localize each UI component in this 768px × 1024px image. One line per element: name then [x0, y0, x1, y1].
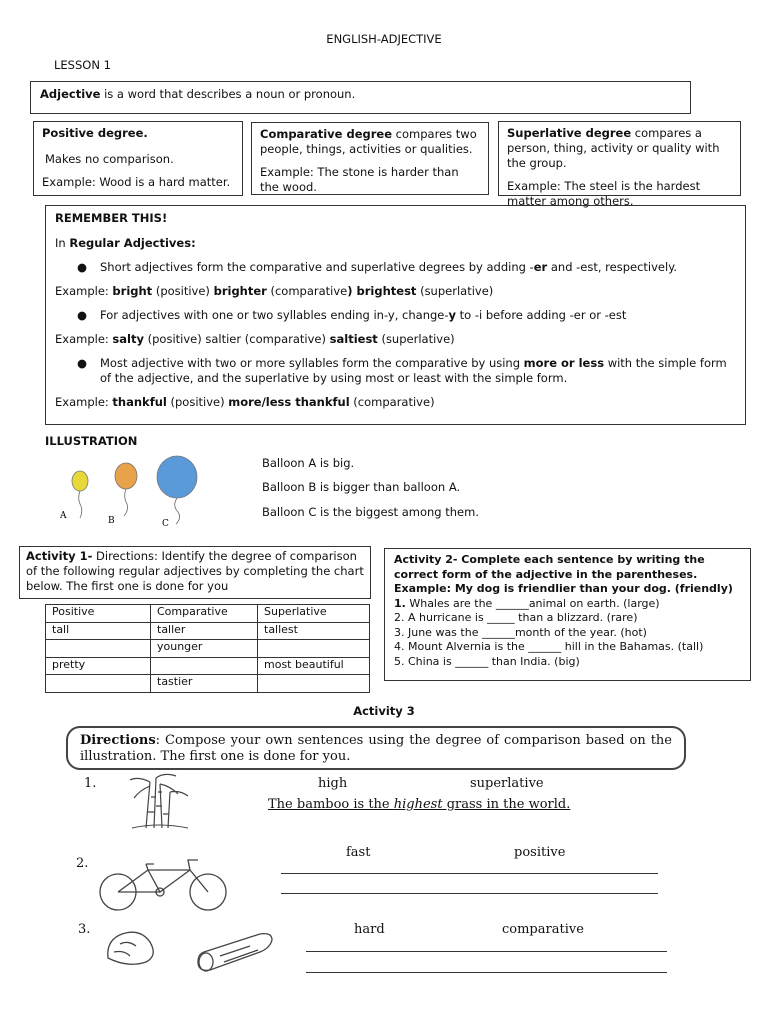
- superlative-degree-box: [498, 121, 741, 208]
- balloon-label-b: B: [108, 516, 115, 526]
- superlative-term: Superlative degree: [507, 126, 632, 140]
- definition-term: Adjective: [40, 87, 101, 101]
- example-3: Example: thankful (positive) more/less thankful (comparative): [55, 394, 435, 409]
- chart-cell: [46, 640, 151, 658]
- example-2: Example: salty (positive) saltier (comparative) saltiest (superlative): [55, 331, 455, 346]
- chart-cell: pretty: [46, 657, 151, 675]
- activity2-item-3: 3. June was the ______month of the year. (hot): [394, 625, 647, 639]
- item-2-word: fast: [346, 845, 371, 860]
- comparative-text: compares two people, things, activities or qualities.: [260, 127, 477, 156]
- activity1-chart: [45, 604, 370, 693]
- item-3-degree: comparative: [502, 922, 584, 937]
- activity3-directions-box: [66, 726, 686, 770]
- activity1-directions: Directions: Identify the degree of comparison of the following regular adjectives by completing the chart below. The first one is done for you: [26, 549, 364, 593]
- remember-heading: REMEMBER THIS!: [55, 211, 168, 225]
- activity2-item-5: 5. China is ______ than India. (big): [394, 654, 580, 668]
- comparative-term: Comparative degree: [260, 127, 393, 141]
- positive-degree-box: [33, 121, 243, 196]
- stone-and-log-icon: [100, 922, 280, 980]
- balloon-label-a: A: [60, 511, 67, 521]
- chart-cell: most beautiful: [258, 657, 370, 675]
- chart-header-positive: Positive: [46, 605, 151, 623]
- remember-intro: In Regular Adjectives:: [55, 235, 196, 250]
- item-2-answer-line-1: [281, 873, 658, 874]
- lesson-label: LESSON 1: [54, 58, 111, 72]
- table-row: [46, 657, 370, 675]
- balloon-c-icon: [157, 456, 197, 524]
- balloon-b-icon: [115, 463, 137, 516]
- positive-example: Example: Wood is a hard matter.: [42, 174, 231, 189]
- chart-cell: tallest: [258, 622, 370, 640]
- balloon-sentence-3: Balloon C is the biggest among them.: [262, 505, 479, 519]
- activity2-heading: Activity 2- Complete each sentence by writing the correct form of the adjective in the parentheses.: [394, 553, 705, 581]
- chart-cell: tastier: [151, 675, 258, 693]
- chart-header-row: [46, 605, 370, 623]
- rule-1: ● Short adjectives form the comparative and superlative degrees by adding -er and -est, respectively.: [77, 259, 678, 274]
- rule-3: ● Most adjective with two or more syllables form the comparative by using more or less with the simple form of the adjective, and the superlative by using most or least with the simple form.: [77, 355, 727, 385]
- example-1: Example: bright (positive) brighter (comparative) brightest (superlative): [55, 283, 494, 298]
- item-1-degree: superlative: [470, 776, 544, 791]
- table-row: [46, 622, 370, 640]
- balloons-illustration: [52, 454, 212, 532]
- activity2-item-2: 2. A hurricane is _____ than a blizzard. (rare): [394, 611, 638, 625]
- item-2-number: 2.: [76, 856, 89, 871]
- chart-cell: [46, 675, 151, 693]
- chart-cell: younger: [151, 640, 258, 658]
- positive-heading: Positive degree.: [42, 126, 148, 140]
- bamboo-icon: [118, 772, 198, 830]
- item-2-degree: positive: [514, 845, 566, 860]
- item-2-answer-line-2: [281, 893, 658, 894]
- comparative-degree-box: [251, 122, 489, 195]
- activity3-directions-label: Directions: [80, 733, 156, 748]
- item-3-answer-line-2: [306, 972, 667, 973]
- chart-cell: [258, 640, 370, 658]
- item-3-word: hard: [354, 922, 385, 937]
- activity1-directions-box: [19, 546, 371, 599]
- superlative-example: Example: The steel is the hardest matter among others.: [507, 178, 701, 208]
- balloon-sentence-1: Balloon A is big.: [262, 456, 355, 470]
- item-1-sample-sentence: The bamboo is the highest grass in the world.: [268, 797, 571, 812]
- bicycle-icon: [90, 856, 240, 916]
- chart-header-superlative: Superlative: [258, 605, 370, 623]
- remember-box: [45, 205, 746, 425]
- item-1-number: 1.: [84, 776, 97, 791]
- positive-desc: Makes no comparison.: [45, 151, 174, 166]
- definition-box: [30, 81, 691, 114]
- balloon-sentence-2: Balloon B is bigger than balloon A.: [262, 480, 461, 494]
- chart-cell: [258, 675, 370, 693]
- page-title: ENGLISH-ADJECTIVE: [326, 32, 442, 46]
- definition-text: is a word that describes a noun or pronoun.: [100, 87, 356, 101]
- illustration-heading: ILLUSTRATION: [45, 434, 138, 448]
- chart-cell: [151, 657, 258, 675]
- chart-cell: taller: [151, 622, 258, 640]
- balloon-label-c: C: [162, 519, 169, 529]
- table-row: [46, 640, 370, 658]
- activity1-label: Activity 1-: [26, 549, 93, 563]
- activity2-item-4: 4. Mount Alvernia is the ______ hill in the Bahamas. (tall): [394, 640, 704, 654]
- item-3-answer-line-1: [306, 951, 667, 952]
- chart-cell: tall: [46, 622, 151, 640]
- superlative-text: compares a person, thing, activity or quality with the group.: [507, 126, 720, 170]
- comparative-example: Example: The stone is harder than the wood.: [260, 164, 459, 194]
- rule-2: ● For adjectives with one or two syllables ending in-y, change-y to -i before adding -er or -est: [77, 307, 627, 322]
- activity2-example: Example: My dog is friendlier than your dog. (friendly): [394, 582, 733, 596]
- balloon-a-icon: [72, 471, 88, 518]
- chart-header-comparative: Comparative: [151, 605, 258, 623]
- activity2-box: [384, 548, 751, 681]
- activity3-directions-text: : Compose your own sentences using the degree of comparison based on the illustration. The first one is done for you.: [80, 733, 672, 765]
- activity3-title: Activity 3: [353, 704, 415, 718]
- item-3-number: 3.: [78, 922, 91, 937]
- item-1-word: high: [318, 776, 348, 791]
- activity2-item-1: 1. Whales are the ______animal on earth. (large): [394, 596, 660, 610]
- table-row: [46, 675, 370, 693]
